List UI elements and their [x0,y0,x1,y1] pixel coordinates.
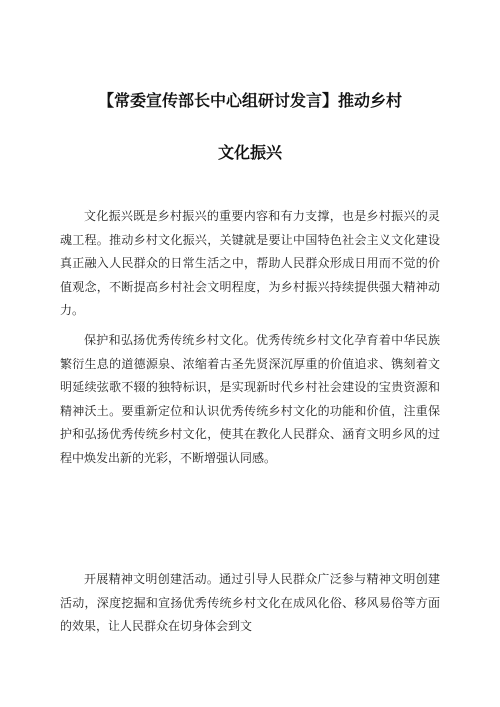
paragraph-3: 开展精神文明创建活动。通过引导人民群众广泛参与精神文明创建活动，深度挖掘和宣扬优秀传统乡村文化在成风化俗、移风易俗等方面的效果，让人民群众在切身体会到文 [60,572,440,633]
document-title-line-1: 【常委宣传部长中心组研讨发言】推动乡村 [97,91,402,110]
paragraph-2: 保护和弘扬优秀传统乡村文化。优秀传统乡村文化孕育着中华民族繁衍生息的道德源泉、浓缩着古圣先贤深沉厚重的价值追求、镌刻着文明延续弦歌不辍的独特标识，是实现新时代乡村社会建设的宝贵资源和精神沃土。要重新定位和认识优秀传统乡村文化的功能和价值，注重保护和弘扬优秀传统乡村文化，使其在教化人民群众、涵育文明乡风的过程中焕发出新的光彩，不断增强认同感。 [60,333,440,465]
document-title-line-2: 文化振兴 [217,143,282,162]
paragraph-1: 文化振兴既是乡村振兴的重要内容和有力支撑，也是乡村振兴的灵魂工程。推动乡村文化振兴，关键就是要让中国特色社会主义文化建设真正融入人民群众的日常生活之中，帮助人民群众形成日用而不觉的价值观念，不断提高乡村社会文明程度，为乡村振兴持续提供强大精神动力。 [60,209,440,317]
